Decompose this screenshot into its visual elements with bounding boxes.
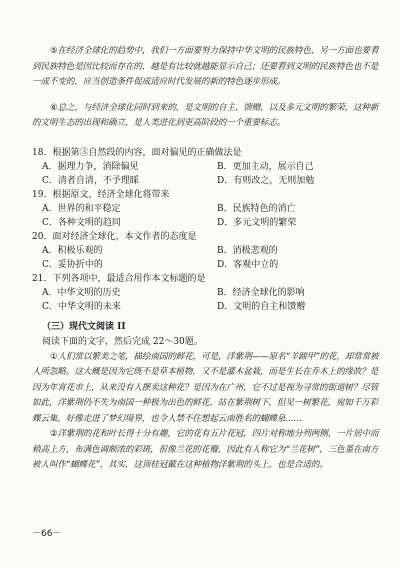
- option-b: B．经济全球化的影响: [217, 287, 305, 298]
- option-a: A．积极乐观的: [42, 245, 103, 256]
- option-d: D．有则改之，无则加勉: [217, 175, 315, 186]
- question-stem: 18．根据第③自然段的内容，面对偏见的正确做法是: [32, 147, 242, 158]
- passage-paragraph-1: ①人们常以繁美之笔，描绘南国的鲜花，可是，洋紫荆——原名“羊蹄甲”的花，却常常被人所忽略。这大概是因为它既不是草本植物，又不是灌木盆栽，而是生长在乔木上的缘故？是因为年宵花市上，从来没有人摆卖这种花？是因为在广州，它不过是视为寻常的街道树？尽管如此，洋紫荆仍不失为南国一种极为出色的鲜花，站在紫荆树下，但见一树繁花，宛如千万彩蝶云集，好像走进了梦幻境界，也令人禁不住想起云南胜名的蝴蝶泉……: [32, 351, 379, 424]
- passage-paragraph-5: ⑤在经济全球化的趋势中，我们一方面要努力保持中华文明的民族特色，另一方面也要看到民族特色是因比较而存在的，越是有比较就越能显示自己；还要看到文明的民族特色也不是一成不变的，应当创造条件促成适应时代发展的新的特色逐步形成。: [32, 46, 379, 87]
- question-18: [32, 146, 380, 188]
- page-number: －66－: [32, 529, 62, 539]
- option-c: C．清者自清，不予理睬: [42, 175, 139, 186]
- option-d: D．客观中立的: [217, 259, 279, 270]
- section-title: （三）现代文阅读 II: [42, 321, 126, 332]
- option-c: C．妥协折中的: [42, 259, 103, 270]
- option-c: C．各种文明的趋同: [42, 217, 121, 228]
- option-c: C．中华文明的未来: [42, 301, 121, 312]
- question-stem: 20．面对经济全球化，本文作者的态度是: [32, 231, 197, 242]
- option-d: D．多元文明的繁荣: [217, 217, 297, 228]
- option-b: B．民族特色的消亡: [217, 203, 296, 214]
- option-a: A．世界的和平稳定: [42, 203, 121, 214]
- question-19: [32, 188, 380, 230]
- question-stem: 19．根据原文，经济全球化将带来: [32, 189, 170, 200]
- question-20: [32, 230, 380, 272]
- passage-paragraph-2: ②洋紫荆的花和叶长得十分有趣，它的花有五片花冠，四片对称地分列两侧，一片居中而稍高上方，布满色调颇浓的彩斑，很像兰花的花瓣，因此有人称它为“兰花树”，三色堇在南方被人叫作“蝴蝶花”，其实，这顶桂冠戴在这种植物洋紫荆的头上，也是合适的。: [32, 429, 379, 470]
- option-d: D．文明的自主和馈赠: [217, 301, 306, 312]
- passage-paragraph-6: ⑥总之，与经济全球化同时到来的，是文明的自主、馈赠，以及多元文明的繁荣，这种新的文明生态的出现和确立，是人类进化到更高阶段的一个重要标志。: [32, 102, 379, 128]
- option-b: B．更加主动，展示自己: [217, 161, 314, 172]
- document-page: [32, 44, 380, 474]
- option-b: B．消极悲观的: [217, 245, 278, 256]
- question-stem: 21．下列各项中，最适合用作本文标题的是: [32, 273, 206, 284]
- question-21: [32, 272, 380, 314]
- reading-instruction: 阅读下面的文字，然后完成 22～30题。: [42, 336, 203, 347]
- option-a: A．据理力争，消除偏见: [42, 161, 139, 172]
- option-a: A．中华文明的历史: [42, 287, 121, 298]
